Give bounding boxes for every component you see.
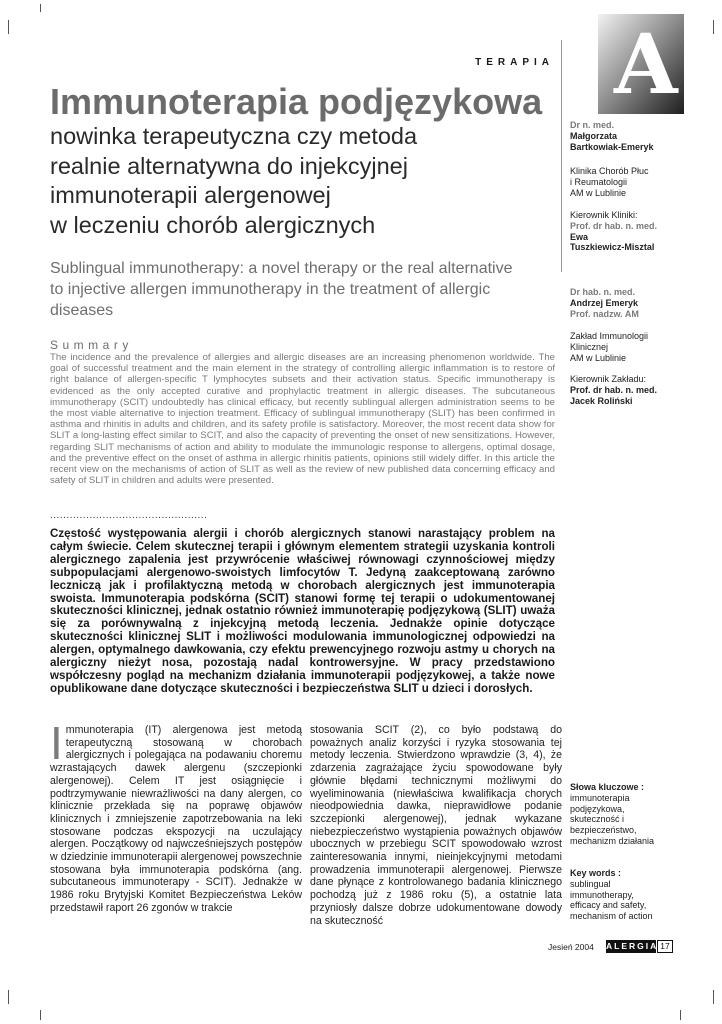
body-text-1: mmunoterapia (IT) alergenowa jest metodą terapeutyczną stosowaną w chorobach alergicznych i polegająca na podawaniu choremu wzrastających dawek alergenu (szczepionki alergenowej). Celem IT jest osiągnięcie i podtrzymywanie niewrażliwości na dany alergen, co klinicznie przekłada się na poprawę objawów klinicznych i zmniejszenie zapotrzebowania na leki stosowane podczas ekspozycji na uczulający alergen. Początkowy od najwcześniejszych postępów w dziedzinie immunoterapii alergenowej powszechnie stosowana była immunoterapia podskórna (ang. subcutaneous immunoterapy - SCIT). Jednakże w 1986 roku Brytyjski Komitet Bezpieczeństwa Leków przedstawił raport 26 zgonów w trakcie [50,724,302,914]
issue-season: Jesień 2004 [548,942,594,952]
keyword: immunotherapy, [570,889,634,900]
crop-mark [8,990,9,1004]
subtitle-line: immunoterapii alergenowej [50,182,331,208]
crop-mark [713,20,714,34]
head-name: Jacek Roliński [570,395,633,406]
summary-heading: Summary [50,338,133,352]
separator: ................................................ [50,510,208,521]
author-1-block [570,120,710,152]
affiliation-line: Klinicznej [570,341,609,352]
head-degree: Prof. dr hab. n. med. [570,220,658,231]
keyword: immunoterapia [570,792,630,803]
page-subtitle [50,122,550,240]
body-column-2: stosowania SCIT (2), co było podstawą do poważnych analiz korzyści i ryzyka stosowania tej metody leczenia. Stwierdzono wprawdzie (3, 4), że zdarzenia zagrażające życiu spowodowane były głównie błędami technicznymi możliwymi do wyeliminowania (niewłaściwa kwalifikacja chorych nieodpowiednia dawka, nieprawidłowe podanie szczepionki alergenowej), jednak wykazane niebezpieczeństwo wystąpienia poważnych objawów ubocznych w przebiegu SCIT spowodowało wzrost zainteresowania innymi, nieinjekcyjnymi metodami prowadzenia immunoterapii alergenowej. Pierwsze dane płynące z kontrolowanego badania klinicznego pochodzą już z 1986 roku (5), a ostatnie lata przyniosły dalsze dobrze udokumentowane dowody na skuteczność [310,724,562,927]
body-column-1 [50,717,302,915]
affiliation-line: AM w Lublinie [570,187,627,198]
keyword: efficacy and safety, [570,900,647,911]
author-name: Małgorzata [570,130,618,141]
head-label: Kierownik Kliniki: [570,210,638,220]
author-degree: Dr hab. n. med. [570,287,636,297]
author-1-head [570,210,710,253]
crop-mark [680,1010,681,1020]
drop-cap: I [50,717,63,769]
affiliation-line: Zakład Immunologii [570,331,649,341]
author-2-block [570,287,710,319]
english-title-line: to injective allergen immunotherapy in the treatment of allergic [50,281,491,298]
logo-letter: A [614,17,678,113]
english-title-line: Sublingual immunotherapy: a novel therapy or the real alternative [50,260,513,277]
author-1-affiliation [570,166,710,198]
page-number: 17 [657,940,673,953]
english-title-line: diseases [50,302,114,319]
head-label: Kierownik Zakładu: [570,374,647,384]
keyword: sublingual [570,878,611,889]
affiliation-line: AM w Lublinie [570,352,627,363]
subtitle-line: nowinka terapeutyczna czy metoda [50,123,418,149]
author-name: Andrzej Emeryk [570,297,639,308]
subtitle-line: w leczeniu chorób alergicznych [50,211,376,238]
keyword: mechanism of action [570,911,653,922]
english-title [50,258,550,321]
keywords-pl [570,782,700,847]
page-title: Immunoterapia podjęzykowa [50,81,543,122]
section-label: TERAPIA [475,57,554,68]
affiliation-line: i Reumatologii [570,176,628,187]
keywords-en [570,868,700,922]
crop-mark [8,20,9,34]
keyword: bezpieczeństwo, [570,825,637,836]
author-name: Bartkowiak-Emeryk [570,141,654,152]
column-divider [561,40,562,272]
author-2-affiliation [570,331,710,363]
keyword: mechanizm działania [570,835,655,846]
crop-mark [713,990,714,1004]
summary-text: The incidence and the prevalence of allergies and allergic diseases are an increasing phenomenon worldwide. The goal of successful treatment and the main element in the strategy of controlling allergic inflammation is to restore of right balance of allergen-specific T lymphocytes subsets and their activation status. Specific immunotherapy is evidenced as the only accepted curative and prophylactic treatment in allergic diseases. The subcutaneous immunotherapy (SCIT) undoubtedly has clinical efficacy, but recently sublingual allergen administration seems to be the most viable alternative to injection treatment. Efficacy of sublingual immunotherapy (SLIT) has been confirmed in asthma and rhinitis in adults and children, and its safety profile is satisfactory. Moreover, the most recent data show for SLIT a long-lasting effect similar to SCIT, and also the capacity of preventing the onset of new sensitizations. However, regarding SLIT mechanisms of action and ability to modulate the immunologic response to allergens, optimal dosage, and the preventive effect on the onset of asthma in allergic rhinitis patients, opinions still widely differ. In this article the recent view on the mechanisms of action of SLIT as well as the review of new published data concerning efficacy and safety of SLIT in children and adults were presented. [50,352,555,487]
head-name: Ewa [570,231,589,242]
subtitle-line: realnie alternatywna do injekcyjnej [50,152,408,179]
crop-mark [40,4,41,12]
head-degree: Prof. dr hab. n. med. [570,384,658,395]
author-title: Prof. nadzw. AM [570,308,639,319]
keywords-heading: Key words : [570,868,622,878]
keywords-heading: Słowa kluczowe : [570,782,645,792]
author-degree: Dr n. med. [570,120,615,130]
author-2-head [570,374,710,406]
affiliation-line: Klinika Chorób Płuc [570,166,649,176]
journal-badge: ALERGIA [606,941,659,951]
lead-paragraph: Częstość występowania alergii i chorób alergicznych stanowi narastający problem na całym świecie. Celem skutecznej terapii i głównym elementem strategii uzyskania kontroli alergicznego zapalenia jest przywrócenie właściwej równowagi czynnościowej między subpopulacjami alergenowo-swoistych limfocytów T. Jedyną zaakceptowaną zarówno leczniczą jak i profilaktyczną metodą w chorobach alergicznych jest immunoterapia swoista. Immunoterapia podskórna (SCIT) stanowi formę tej terapii o udokumentowanej skuteczności klinicznej, jednak ostatnio również immunoterapię podjęzykową (SLIT) uważa się za porównywalną z injekcyjną metodą leczenia. Jednakże opinie dotyczące skuteczności klinicznej SLIT i możliwości modulowania immunologicznej odpowiedzi na alergen, optymalnego dawkowania, czy efektu prewencyjnego rozwoju astmy u chorych na alergiczny nieżyt nosa, pozostają nadal kontrowersyjne. W pracy przedstawiono współczesny pogląd na mechanizm działania immunoterapii podjęzykowej, a także nowe opublikowane dane dotyczące skuteczności i bezpieczeństwa SLIT u dzieci i dorosłych. [50,527,555,695]
crop-mark [40,1010,41,1020]
keyword: podjęzykowa, [570,803,625,814]
head-name: Tuszkiewicz-Misztal [570,242,655,253]
keyword: skuteczność i [570,814,625,825]
